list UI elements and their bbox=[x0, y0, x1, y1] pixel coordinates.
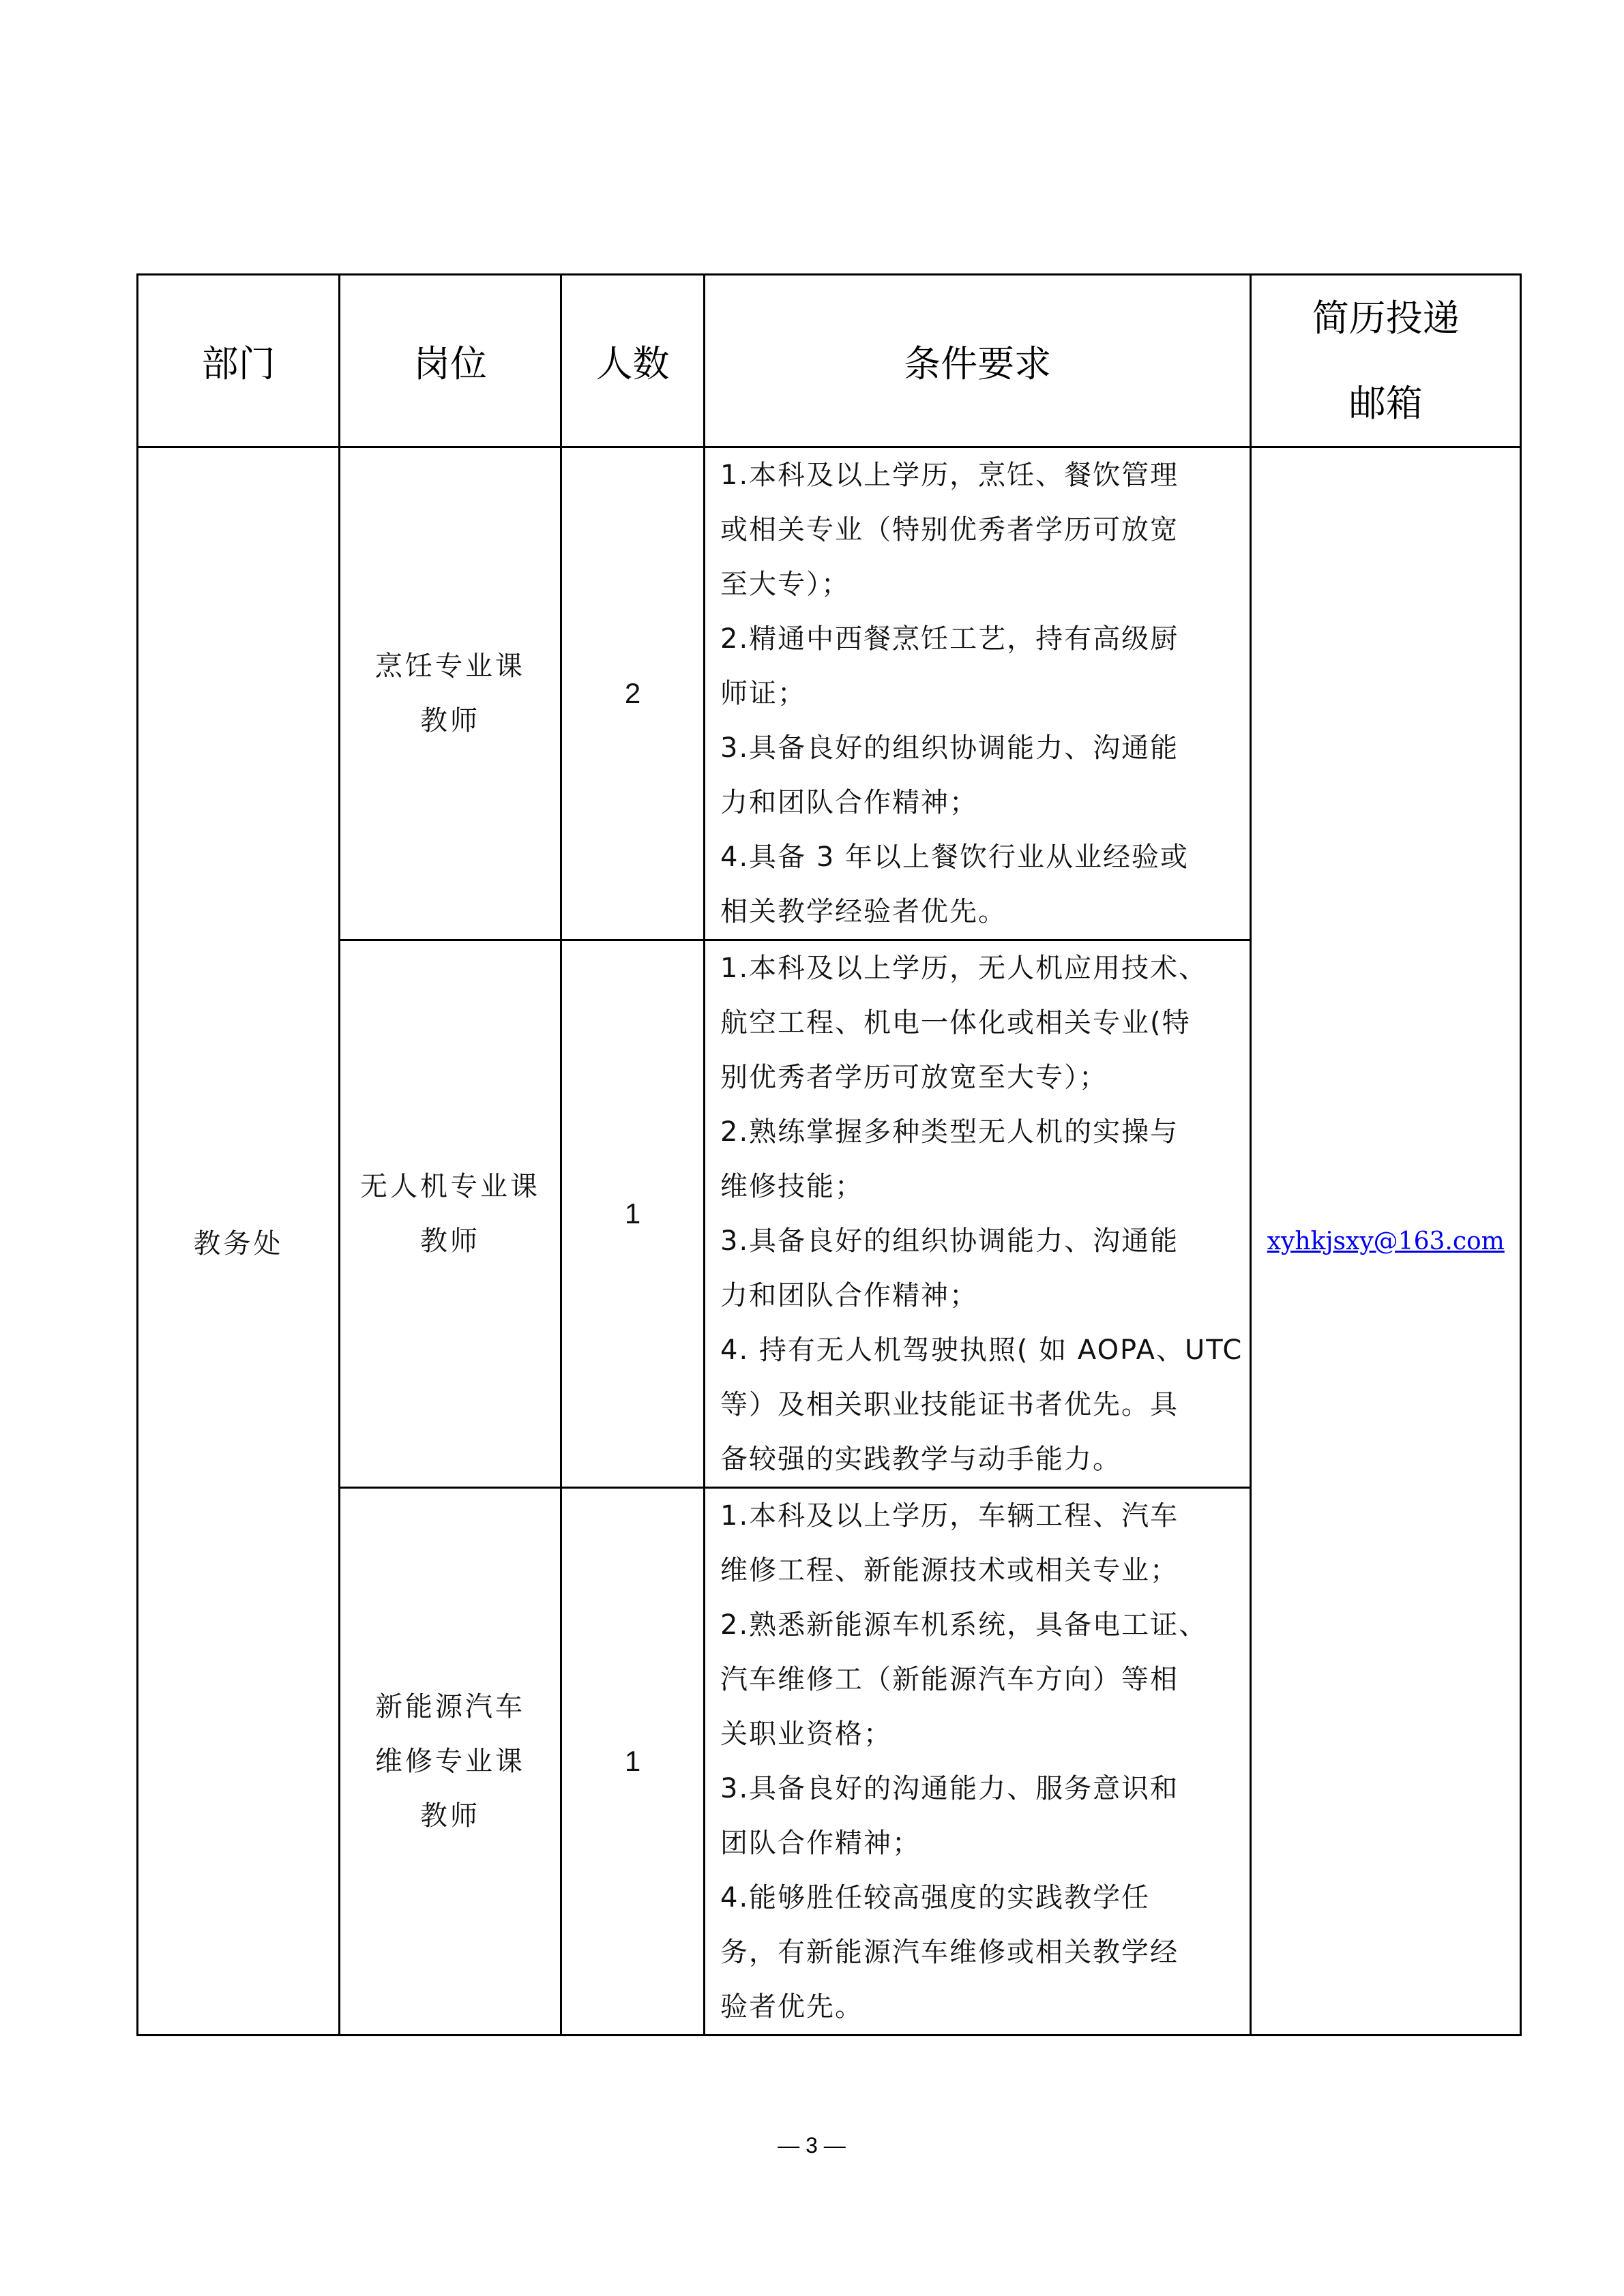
requirement-line: 力和团队合作精神； bbox=[720, 787, 978, 818]
position-line: 教师 bbox=[420, 1225, 480, 1257]
header-email-line2: 邮箱 bbox=[1348, 382, 1423, 425]
requirements-cell bbox=[705, 940, 1251, 1488]
header-row bbox=[138, 275, 1521, 447]
header-position: 岗位 bbox=[340, 275, 561, 447]
requirement-line: 1.本科及以上学历，无人机应用技术、 bbox=[720, 953, 1208, 984]
requirement-line: 力和团队合作精神； bbox=[720, 1280, 978, 1311]
header-email bbox=[1251, 275, 1521, 447]
requirement-line: 务，有新能源汽车维修或相关教学经 bbox=[720, 1937, 1179, 1968]
count-cell: 1 bbox=[561, 1488, 705, 2036]
email-link[interactable]: xyhkjsxy@163.com bbox=[1267, 1227, 1505, 1255]
requirement-line: 3.具备良好的沟通能力、服务意识和 bbox=[720, 1773, 1179, 1804]
requirement-line: 师证； bbox=[720, 678, 806, 709]
requirement-line: 维修技能； bbox=[720, 1171, 863, 1202]
count-cell: 2 bbox=[561, 447, 705, 940]
position-cell bbox=[340, 940, 561, 1488]
page-number: — 3 — bbox=[778, 2133, 846, 2158]
recruitment-table bbox=[136, 273, 1522, 2036]
requirement-line: 航空工程、机电一体化或相关专业(特 bbox=[720, 1007, 1191, 1039]
requirement-line: 验者优先。 bbox=[720, 1991, 863, 2023]
position-line: 教师 bbox=[420, 705, 480, 736]
requirement-line: 至大专）； bbox=[720, 569, 850, 600]
position-line: 教师 bbox=[420, 1800, 480, 1832]
requirement-line: 4.能够胜任较高强度的实践教学任 bbox=[720, 1882, 1151, 1913]
requirement-line: 3.具备良好的组织协调能力、沟通能 bbox=[720, 732, 1179, 764]
count-cell: 1 bbox=[561, 940, 705, 1488]
requirement-line: 3.具备良好的组织协调能力、沟通能 bbox=[720, 1225, 1179, 1257]
requirement-line: 1.本科及以上学历，烹饪、餐饮管理 bbox=[720, 460, 1179, 491]
requirement-line: 或相关专业（特别优秀者学历可放宽 bbox=[720, 514, 1179, 546]
requirement-line: 团队合作精神； bbox=[720, 1828, 921, 1859]
header-requirements: 条件要求 bbox=[705, 275, 1251, 447]
requirement-line: 关职业资格； bbox=[720, 1718, 892, 1750]
header-email-line1: 简历投递 bbox=[1312, 297, 1460, 340]
requirement-line: 2.精通中西餐烹饪工艺，持有高级厨 bbox=[720, 623, 1179, 655]
requirement-line: 相关教学经验者优先。 bbox=[720, 896, 1007, 927]
requirement-line: 汽车维修工（新能源汽车方向）等相 bbox=[720, 1664, 1179, 1695]
table-row bbox=[138, 447, 1521, 940]
requirement-line: 维修工程、新能源技术或相关专业； bbox=[720, 1555, 1179, 1586]
position-line: 无人机专业课 bbox=[360, 1171, 540, 1202]
position-line: 维修专业课 bbox=[375, 1746, 525, 1777]
requirement-line: 2.熟练掌握多种类型无人机的实操与 bbox=[720, 1116, 1179, 1148]
requirement-line: 别优秀者学历可放宽至大专）； bbox=[720, 1062, 1108, 1093]
position-line: 新能源汽车 bbox=[375, 1691, 525, 1723]
position-line: 烹饪专业课 bbox=[375, 651, 525, 682]
header-count: 人数 bbox=[561, 275, 705, 447]
requirements-cell bbox=[705, 447, 1251, 940]
header-department: 部门 bbox=[138, 275, 340, 447]
requirement-line: 4.具备 3 年以上餐饮行业从业经验或 bbox=[720, 841, 1190, 873]
position-cell bbox=[340, 447, 561, 940]
requirement-line: 4. 持有无人机驾驶执照( 如 AOPA、UTC bbox=[720, 1335, 1243, 1366]
department-cell: 教务处 bbox=[138, 447, 340, 2036]
position-cell bbox=[340, 1488, 561, 2036]
requirement-line: 2.熟悉新能源车机系统，具备电工证、 bbox=[720, 1609, 1208, 1641]
email-cell bbox=[1251, 447, 1521, 2036]
requirements-cell bbox=[705, 1488, 1251, 2036]
requirement-line: 1.本科及以上学历，车辆工程、汽车 bbox=[720, 1500, 1179, 1532]
requirement-line: 备较强的实践教学与动手能力。 bbox=[720, 1444, 1121, 1475]
requirement-line: 等）及相关职业技能证书者优先。具 bbox=[720, 1389, 1179, 1420]
